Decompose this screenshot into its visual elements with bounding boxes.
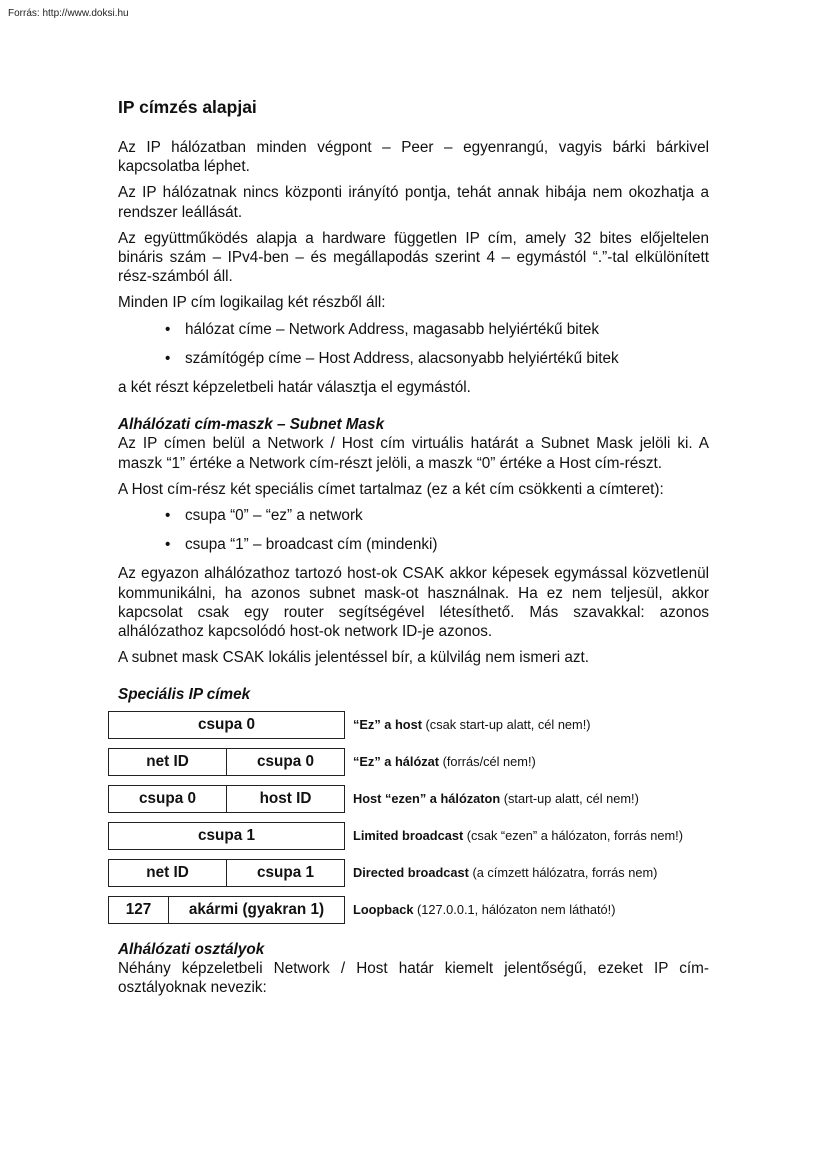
- format-cell: host ID: [259, 789, 312, 807]
- format-cell: csupa 1: [257, 863, 314, 881]
- address-format-row: [108, 896, 345, 924]
- format-cell: net ID: [109, 860, 227, 886]
- address-description: Loopback (127.0.0.1, hálózaton nem látható!): [353, 901, 616, 917]
- intro-paragraph-2: Az IP hálózatnak nincs központi irányító pontja, tehát annak hibája nem okozhatja a rendszer leállását.: [118, 184, 709, 221]
- address-format-row: [108, 748, 345, 776]
- subnet-paragraph-3: Az egyazon alhálózathoz tartozó host-ok CSAK akkor képesek egymással közvetlenül kommunikálni, ha azonos subnet mask-ot használnak. Ha ez nem teljesül, akkor kapcsolat csak egy router segítségével létesíthető. Más szavakkal: azonos alhálózathoz kapcsolódó host-ok network ID-je azonos.: [118, 565, 709, 641]
- address-format-row: [108, 711, 345, 739]
- address-format-row: [108, 822, 345, 850]
- subnet-paragraph-2: A Host cím-rész két speciális címet tartalmaz (ez a két cím csökkenti a címteret):: [118, 480, 664, 498]
- address-description: “Ez” a host (csak start-up alatt, cél nem!): [353, 716, 591, 732]
- list-item: • csupa “0” – “ez” a network: [165, 507, 363, 525]
- bullet-icon: •: [165, 349, 171, 367]
- bullet-icon: •: [165, 536, 171, 554]
- bullet-icon: •: [165, 320, 171, 338]
- intro-paragraph-3: Az együttműködés alapja a hardware független IP cím, amely 32 bites előjeltelen bináris szám – IPv4-ben – és megállapodás szerint 4 – egymástól “.”-tal elkülönített rész-számból áll.: [118, 229, 709, 286]
- address-description: “Ez” a hálózat (forrás/cél nem!): [353, 753, 536, 769]
- format-cell: net ID: [109, 749, 227, 775]
- format-cell: csupa 0: [198, 715, 255, 733]
- bullet-icon: •: [165, 507, 171, 525]
- list-item: • számítógép címe – Host Address, alacsonyabb helyiértékű bitek: [165, 349, 619, 367]
- parts-after-paragraph: a két részt képzeletbeli határ választja el egymástól.: [118, 379, 471, 397]
- address-parts-list: [118, 320, 709, 368]
- format-cell: 127: [109, 897, 169, 923]
- classes-paragraph-1: Néhány képzeletbeli Network / Host határ kiemelt jelentőségű, ezeket IP cím-osztályoknak nevezik:: [118, 959, 709, 997]
- format-cell: csupa 0: [109, 786, 227, 812]
- document-page: [118, 96, 709, 1004]
- format-cell: csupa 0: [257, 752, 314, 770]
- special-address-list: [118, 506, 709, 554]
- subnet-paragraph-4: A subnet mask CSAK lokális jelentéssel bír, a külvilág nem ismeri azt.: [118, 649, 590, 667]
- intro-paragraph-1: Az IP hálózatban minden végpont – Peer – egyenrangú, vagyis bárki bárkivel kapcsolatba léphet.: [118, 139, 709, 176]
- address-description: Directed broadcast (a címzett hálózatra, forrás nem): [353, 864, 658, 880]
- classes-heading: Alhálózati osztályok: [118, 940, 265, 958]
- special-address-table: [108, 708, 709, 928]
- list-item: • csupa “1” – broadcast cím (mindenki): [165, 536, 438, 554]
- format-cell: csupa 1: [198, 826, 255, 844]
- subnet-paragraph-1: Az IP címen belül a Network / Host cím virtuális határát a Subnet Mask jelöli ki. A maszk “1” értéke a Network cím-részt jelöli, a maszk “0” értéke a Host cím-részt.: [118, 435, 709, 472]
- page-title: IP címzés alapjai: [118, 97, 257, 117]
- list-item: • hálózat címe – Network Address, magasabb helyiértékű bitek: [165, 320, 600, 338]
- address-format-row: [108, 859, 345, 887]
- intro-paragraph-4: Minden IP cím logikailag két részből áll:: [118, 294, 386, 312]
- subnet-heading: Alhálózati cím-maszk – Subnet Mask: [118, 416, 385, 434]
- special-heading: Speciális IP címek: [118, 686, 251, 704]
- address-format-row: [108, 785, 345, 813]
- format-cell: akármi (gyakran 1): [188, 900, 325, 918]
- address-description: Host “ezen” a hálózaton (start-up alatt, cél nem!): [353, 790, 639, 806]
- source-url: Forrás: http://www.doksi.hu: [8, 8, 129, 19]
- address-description: Limited broadcast (csak “ezen” a hálózaton, forrás nem!): [353, 827, 683, 843]
